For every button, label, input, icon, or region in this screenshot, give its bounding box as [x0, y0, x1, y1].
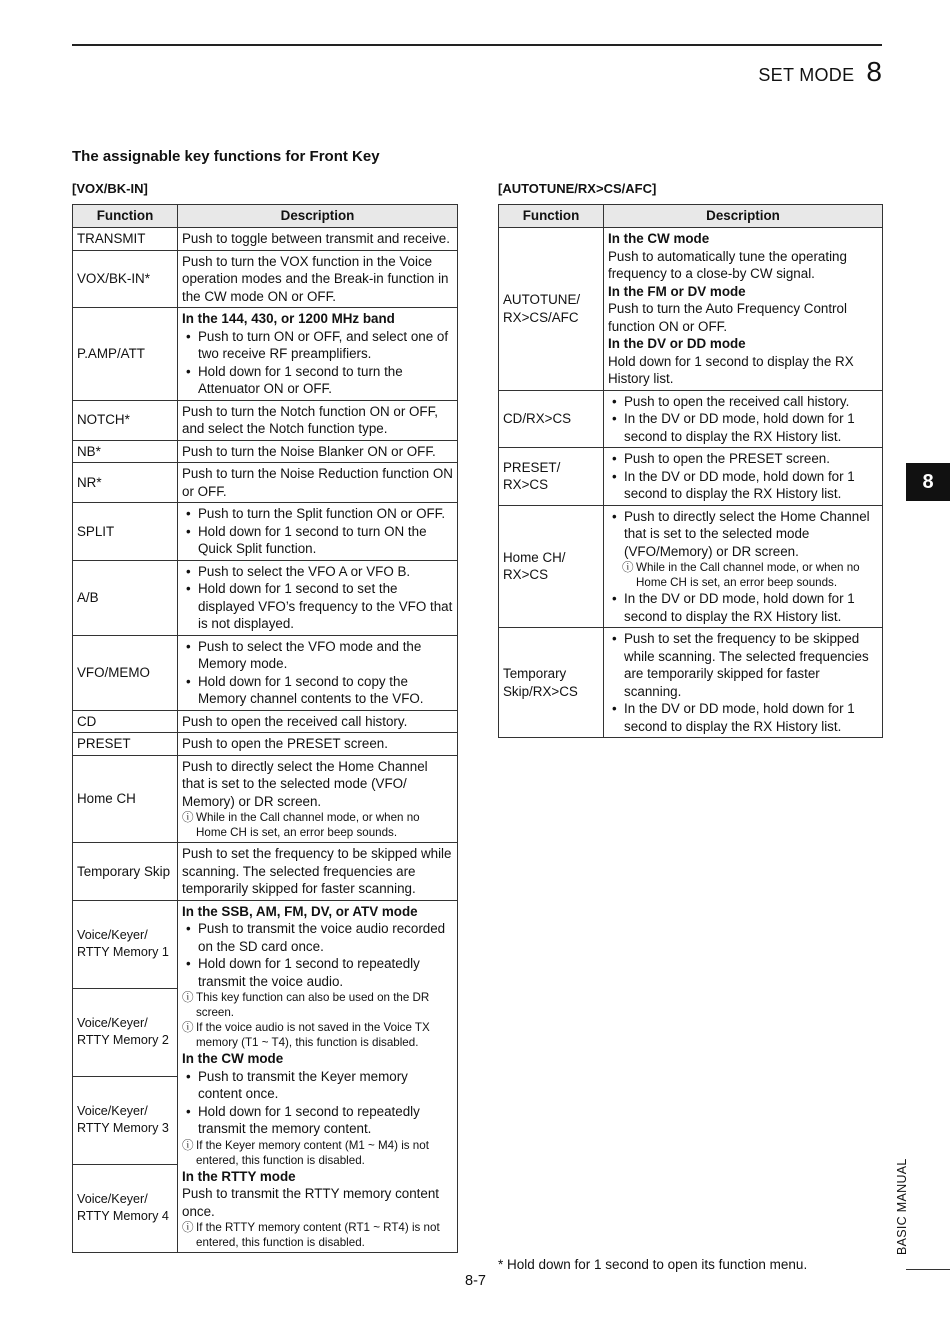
function-cell: Voice/Keyer/ RTTY Memory 2: [73, 988, 178, 1076]
bullet-list: [182, 563, 453, 633]
side-label: BASIC MANUAL: [895, 1158, 909, 1255]
description-text: Push to automatically tune the operating frequency to a close-by CW signal.: [608, 248, 847, 281]
col-function: Function: [73, 205, 178, 228]
bullet-item: • Hold down for 1 second to set the displayed VFO’s frequency to the VFO that is not displayed.: [182, 580, 453, 633]
note: [182, 990, 453, 1020]
function-cell: P.AMP/ATT: [73, 308, 178, 401]
function-cell: A/B: [73, 560, 178, 635]
table-header-row: [73, 205, 458, 228]
description-cell: [604, 448, 883, 506]
table-header-row: [499, 205, 883, 228]
right-table-title: [AUTOTUNE/RX>CS/AFC]: [498, 181, 657, 196]
function-cell: SPLIT: [73, 503, 178, 561]
section-title: The assignable key functions for Front Key: [72, 148, 380, 165]
footnote: * Hold down for 1 second to open its function menu.: [498, 1257, 808, 1272]
info-icon: ⓘ: [182, 1021, 194, 1034]
bullet-list: [182, 1068, 453, 1138]
function-cell: Voice/Keyer/ RTTY Memory 1: [73, 900, 178, 988]
note-text: If the RTTY memory content (RT1 ~ RT4) is not entered, this function is disabled.: [196, 1221, 440, 1249]
info-icon: ⓘ: [182, 991, 194, 1004]
function-cell: CD/RX>CS: [499, 390, 604, 448]
bullet-item: • Push to select the VFO A or VFO B.: [182, 563, 453, 581]
bullet-list: [608, 393, 878, 446]
description-cell: Push to turn the Noise Reduction function ON or OFF.: [178, 463, 458, 503]
bullet-item: • Push to turn the Split function ON or OFF.: [182, 505, 453, 523]
table-row: [73, 463, 458, 503]
mode-heading: In the DV or DD mode: [608, 336, 746, 351]
top-rule: [72, 44, 882, 46]
bullet-item: • Hold down for 1 second to repeatedly transmit the voice audio.: [182, 955, 453, 990]
info-icon: ⓘ: [182, 1221, 194, 1234]
table-row: [73, 733, 458, 756]
description-cell: Push to open the PRESET screen.: [178, 733, 458, 756]
bullet-item: • In the DV or DD mode, hold down for 1 second to display the RX History list.: [608, 410, 878, 445]
bullet-list: [608, 590, 878, 625]
col-function: Function: [499, 205, 604, 228]
table-row: [73, 560, 458, 635]
note-text: While in the Call channel mode, or when no Home CH is set, an error beep sounds.: [636, 561, 860, 589]
function-cell: PRESET: [73, 733, 178, 756]
bullet-list: [608, 508, 878, 561]
description-cell: Push to turn the VOX function in the Voice operation modes and the Break-in function in the CW mode ON or OFF.: [178, 250, 458, 308]
info-icon: ⓘ: [622, 561, 634, 574]
description-cell: Push to set the frequency to be skipped while scanning. The selected frequencies are temporarily skipped for faster scanning.: [178, 843, 458, 901]
note: [182, 1220, 453, 1250]
bullet-item: • Push to transmit the voice audio recorded on the SD card once.: [182, 920, 453, 955]
bullet-item: • Hold down for 1 second to repeatedly transmit the memory content.: [182, 1103, 453, 1138]
col-description: Description: [178, 205, 458, 228]
function-cell: Temporary Skip: [73, 843, 178, 901]
mode-heading: In the RTTY mode: [182, 1168, 296, 1184]
description-text: Hold down for 1 second to display the RX History list.: [608, 353, 854, 386]
voice-description-cell: [178, 900, 458, 1253]
table-row: [73, 250, 458, 308]
function-cell: NOTCH*: [73, 400, 178, 440]
table-row: [499, 228, 883, 391]
description-text: Push to transmit the RTTY memory content once.: [182, 1186, 440, 1219]
mode-heading: In the CW mode: [608, 231, 710, 246]
mode-heading: In the CW mode: [182, 1051, 284, 1066]
note: [182, 1020, 453, 1050]
note: [182, 1138, 453, 1168]
note: [622, 560, 878, 590]
description-cell: [178, 635, 458, 710]
bullet-item: • Push to select the VFO mode and the Memory mode.: [182, 638, 453, 673]
table-row: [73, 400, 458, 440]
chapter-tab: 8: [906, 463, 950, 501]
description-cell: [178, 560, 458, 635]
bullet-item: • Push to open the PRESET screen.: [608, 450, 878, 468]
table-row: [73, 228, 458, 251]
table-row: [73, 900, 458, 988]
note-text: While in the Call channel mode, or when no Home CH is set, an error beep sounds.: [196, 811, 420, 839]
description-cell: [604, 628, 883, 738]
function-cell: Voice/Keyer/ RTTY Memory 3: [73, 1076, 178, 1164]
table-row: [499, 505, 883, 628]
function-cell: NR*: [73, 463, 178, 503]
autotune-table: [498, 204, 883, 738]
page-header: [758, 56, 882, 88]
table-row: [73, 710, 458, 733]
table-row: [73, 635, 458, 710]
table-row: [499, 448, 883, 506]
header-chapter: 8: [866, 56, 882, 87]
table-row: [499, 390, 883, 448]
description-cell: Push to open the received call history.: [178, 710, 458, 733]
header-label: SET MODE: [758, 65, 855, 85]
vox-table: [72, 204, 458, 1253]
function-cell: PRESET/ RX>CS: [499, 448, 604, 506]
bullet-item: • Push to set the frequency to be skipped while scanning. The selected frequencies are temporarily skipped for faster scanning.: [608, 630, 878, 700]
bullet-item: • Hold down for 1 second to turn ON the Quick Split function.: [182, 523, 453, 558]
bullet-list: [182, 638, 453, 708]
bullet-item: • Hold down for 1 second to turn the Attenuator ON or OFF.: [182, 363, 453, 398]
note-text: If the Keyer memory content (M1 ~ M4) is not entered, this function is disabled.: [196, 1138, 429, 1167]
description-cell: [178, 755, 458, 843]
description-cell: [178, 503, 458, 561]
bullet-list: [182, 505, 453, 558]
description-cell: Push to toggle between transmit and receive.: [178, 228, 458, 251]
info-icon: ⓘ: [182, 811, 194, 824]
function-cell: CD: [73, 710, 178, 733]
bullet-list: [182, 328, 453, 398]
table-row: [499, 628, 883, 738]
description-cell: [604, 390, 883, 448]
mode-heading: In the SSB, AM, FM, DV, or ATV mode: [182, 903, 418, 919]
description-cell: Push to turn the Noise Blanker ON or OFF.: [178, 440, 458, 463]
note: [182, 810, 453, 840]
side-rule: [906, 1269, 950, 1270]
table-row: [73, 440, 458, 463]
function-cell: VFO/MEMO: [73, 635, 178, 710]
function-cell: Temporary Skip/RX>CS: [499, 628, 604, 738]
bullet-item: • Hold down for 1 second to copy the Memory channel contents to the VFO.: [182, 673, 453, 708]
bullet-item: • In the DV or DD mode, hold down for 1 second to display the RX History list.: [608, 590, 878, 625]
bullet-item: • In the DV or DD mode, hold down for 1 second to display the RX History list.: [608, 468, 878, 503]
function-cell: Home CH: [73, 755, 178, 843]
description-text: Push to directly select the Home Channel that is set to the selected mode (VFO/ Memory) or DR screen.: [182, 758, 428, 809]
function-cell: NB*: [73, 440, 178, 463]
bullet-item: • Push to open the received call history.: [608, 393, 878, 411]
mode-heading: In the 144, 430, or 1200 MHz band: [182, 311, 395, 326]
bullet-item: • Push to transmit the Keyer memory content once.: [182, 1068, 453, 1103]
function-cell: VOX/BK-IN*: [73, 250, 178, 308]
bullet-list: [608, 450, 878, 503]
description-text: Push to turn the Auto Frequency Control function ON or OFF.: [608, 301, 847, 334]
note-text: This key function can also be used on the DR screen.: [196, 991, 430, 1019]
bullet-list: [182, 920, 453, 990]
table-row: [73, 755, 458, 843]
note-text: If the voice audio is not saved in the Voice TX memory (T1 ~ T4), this function is disabled.: [196, 1021, 430, 1049]
bullet-item: • Push to directly select the Home Channel that is set to the selected mode (VFO/Memory) or DR screen.: [608, 508, 878, 561]
mode-heading: In the FM or DV mode: [608, 283, 746, 299]
function-cell: TRANSMIT: [73, 228, 178, 251]
table-row: [73, 308, 458, 401]
description-cell: [604, 228, 883, 391]
page-number: 8-7: [465, 1273, 486, 1289]
description-cell: [604, 505, 883, 628]
function-cell: Home CH/ RX>CS: [499, 505, 604, 628]
bullet-list: [608, 630, 878, 735]
description-cell: Push to turn the Notch function ON or OFF, and select the Notch function type.: [178, 400, 458, 440]
function-cell: Voice/Keyer/ RTTY Memory 4: [73, 1164, 178, 1252]
description-cell: [178, 308, 458, 401]
function-cell: AUTOTUNE/ RX>CS/AFC: [499, 228, 604, 391]
bullet-item: • Push to turn ON or OFF, and select one of two receive RF preamplifiers.: [182, 328, 453, 363]
left-table-title: [VOX/BK-IN]: [72, 181, 148, 196]
table-row: [73, 503, 458, 561]
col-description: Description: [604, 205, 883, 228]
table-row: [73, 843, 458, 901]
bullet-item: • In the DV or DD mode, hold down for 1 second to display the RX History list.: [608, 700, 878, 735]
info-icon: ⓘ: [182, 1138, 194, 1152]
